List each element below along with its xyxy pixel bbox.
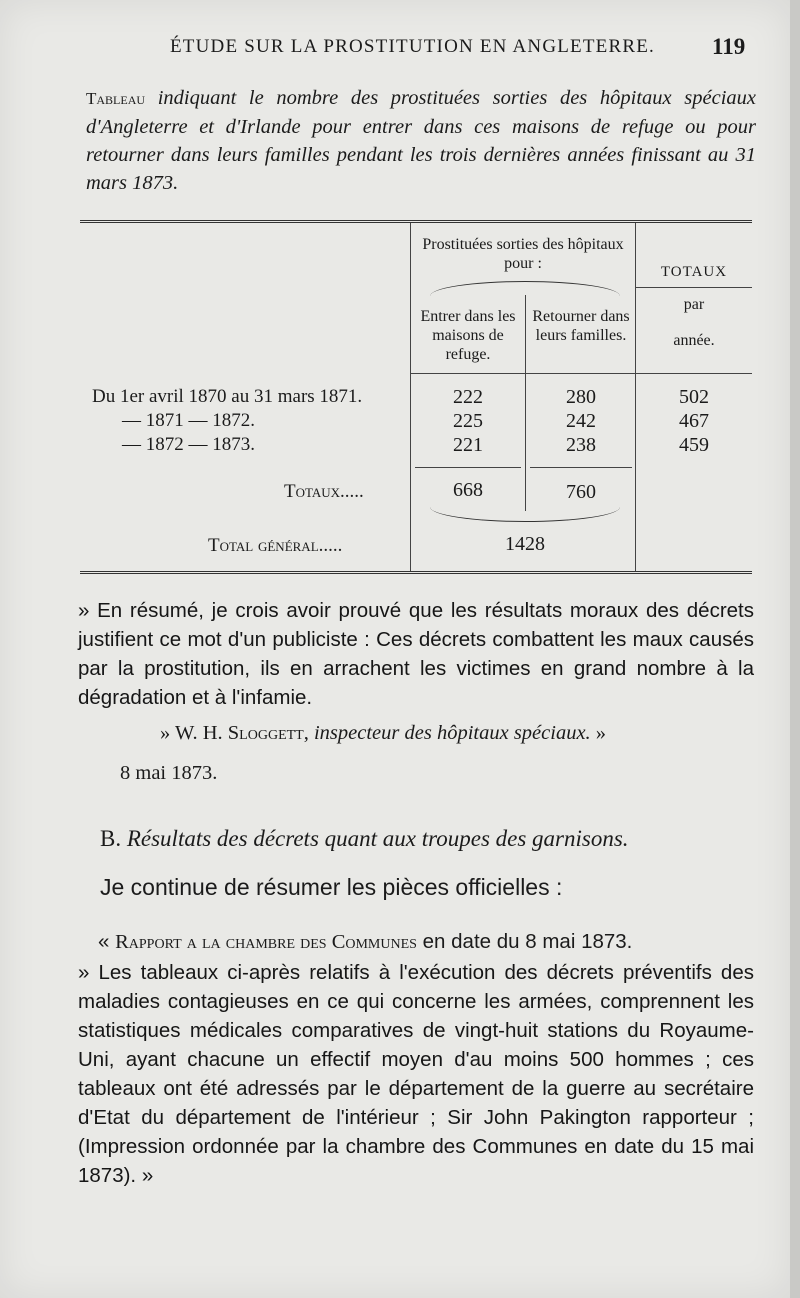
paragraph-report: » Les tableaux ci-après relatifs à l'exécution des décrets préventifs des maladies contagieuses en ce qui concerne les armées, comprennent les statistiques médicales comparatives de vingt-huit stations du Royaume-Uni, ayant chacune un effectif moyen d'au moins 500 hommes ; ces tableaux ont été adressés par le département de la guerre au secrétaire d'Etat du département de l'intérieur ; Sir John Pakington rapporteur ; (Impression ordonnée par la chambre des Communes en date du 15 mai 1873). » (78, 961, 754, 1187)
header-brace (430, 281, 620, 296)
signature (160, 722, 606, 745)
header-familles: Retourner dans leurs familles. (532, 308, 630, 344)
paragraph-conclusion: » En résumé, je crois avoir prouvé que les résultats moraux des décrets justifient ce mot d'un publiciste : Ces décrets combattent les maux causés par la prostitution, ils en arrachent les victimes en grand nombre à la dégradation et à l'infamie. (78, 599, 754, 709)
header-totaux: TOTAUX (660, 264, 728, 280)
table-rule (636, 287, 752, 288)
cell-familles: 242 (566, 410, 596, 432)
table-rule (530, 467, 632, 468)
group-header: Prostituées sorties des hôpitaux pour : (422, 236, 624, 272)
signature-name: Sloggett, (227, 722, 309, 744)
signature-prefix: » W. H. (160, 722, 223, 744)
signature-date: 8 mai 1873. (120, 762, 218, 784)
cell-familles: 280 (566, 386, 596, 408)
row-label: — 1872 — 1873. (122, 434, 255, 455)
caption-lead: Tableau (86, 89, 146, 108)
signature-title: inspecteur des hôpitaux spéciaux. (313, 722, 591, 744)
cell-refuge: 225 (453, 410, 483, 432)
table-divider (410, 223, 411, 571)
section-heading (100, 826, 629, 852)
total-brace (430, 507, 620, 522)
cell-total: 467 (679, 410, 709, 432)
running-title: ÉTUDE SUR LA PROSTITUTION EN ANGLETERRE. (170, 36, 655, 57)
caption-text: indiquant le nombre des prostituées sorties des hôpitaux spéciaux d'Angleterre et d'Irlande pour entrer dans ces maisons de refuge ou pour retourner dans leurs familles pendant les trois dernières années finissant au 31 mars 1873. (86, 87, 757, 194)
signature-suffix: » (595, 722, 607, 744)
continue-line: Je continue de résumer les pièces officielles : (100, 874, 563, 900)
row-label: — 1871 — 1872. (122, 410, 255, 431)
header-refuge: Entrer dans les maisons de refuge. (420, 308, 516, 363)
table-divider (525, 295, 526, 511)
page-edge (790, 0, 800, 1298)
cell-total: 459 (679, 434, 709, 456)
table-rule (410, 373, 752, 374)
section-title: Résultats des décrets quant aux troupes des garnisons. (126, 826, 629, 851)
section-letter: B. (100, 826, 122, 851)
report-title: Rapport a la chambre des Communes (115, 931, 417, 953)
total-general-label: Total général..... (208, 535, 343, 556)
totaux-refuge: 668 (453, 479, 483, 501)
header-totaux-par: par (683, 296, 705, 313)
page-header (0, 36, 790, 76)
cell-refuge: 222 (453, 386, 483, 408)
totaux-familles: 760 (566, 481, 596, 503)
cell-familles: 238 (566, 434, 596, 456)
table-rule (415, 467, 521, 468)
report-heading (98, 930, 632, 954)
statistics-table (80, 220, 752, 574)
report-date: en date du 8 mai 1873. (422, 930, 633, 953)
cell-total: 502 (679, 386, 709, 408)
page-number: 119 (712, 34, 746, 59)
totaux-label: Totaux..... (284, 481, 364, 502)
header-totaux-annee: année. (673, 332, 715, 349)
table-caption (86, 84, 756, 197)
row-label: Du 1er avril 1870 au 31 mars 1871. (92, 386, 363, 407)
report-open-quote: « (98, 930, 110, 953)
total-general-value: 1428 (505, 533, 545, 555)
cell-refuge: 221 (453, 434, 483, 456)
